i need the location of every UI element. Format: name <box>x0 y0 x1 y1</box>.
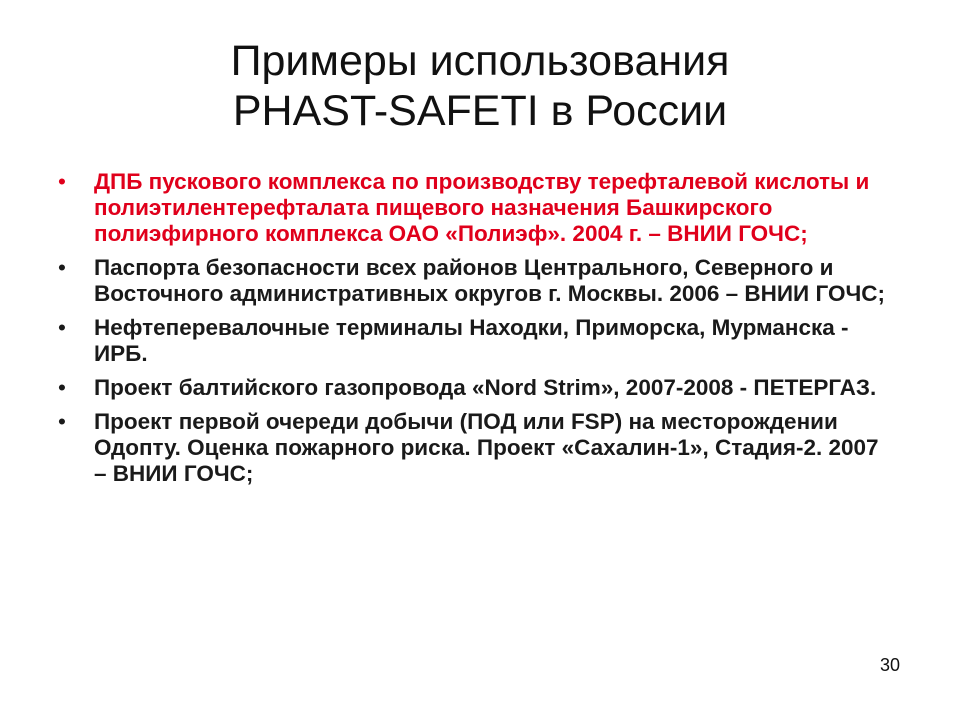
bullet-dot-icon: • <box>58 169 66 194</box>
bullet-item <box>58 169 888 247</box>
bullet-list <box>58 169 888 495</box>
bullet-dot-icon: • <box>58 409 66 434</box>
bullet-dot-icon: • <box>58 315 66 340</box>
slide-title-line-1: Примеры использования <box>230 37 730 85</box>
bullet-text: ДПБ пускового комплекса по производству терефталевой кислоты и полиэтилентерефталата пищевого назначения Башкирского полиэфирного комплекса ОАО «Полиэф». 2004 г. – ВНИИ ГОЧС; <box>94 169 870 246</box>
bullet-text: Паспорта безопасности всех районов Центрального, Северного и Восточного административных округов г. Москвы. 2006 – ВНИИ ГОЧС; <box>94 255 885 306</box>
slide-title <box>80 36 880 136</box>
bullet-text: Нефтеперевалочные терминалы Находки, Приморска, Мурманска - ИРБ. <box>94 315 849 366</box>
bullet-text: Проект первой очереди добычи (ПОД или FSP) на месторождении Одопту. Оценка пожарного риска. Проект «Сахалин-1», Стадия-2. 2007 – ВНИИ ГОЧС; <box>94 409 879 486</box>
page-number: 30 <box>879 655 900 675</box>
bullet-dot-icon: • <box>58 255 66 280</box>
bullet-item <box>58 409 888 487</box>
bullet-item <box>58 255 888 307</box>
bullet-text: Проект балтийского газопровода «Nord Strim», 2007-2008 - ПЕТЕРГАЗ. <box>94 375 877 400</box>
bullet-item <box>58 315 888 367</box>
bullet-item <box>58 375 888 401</box>
bullet-dot-icon: • <box>58 375 66 400</box>
slide-title-line-2: PHAST-SAFETI в России <box>232 87 728 135</box>
